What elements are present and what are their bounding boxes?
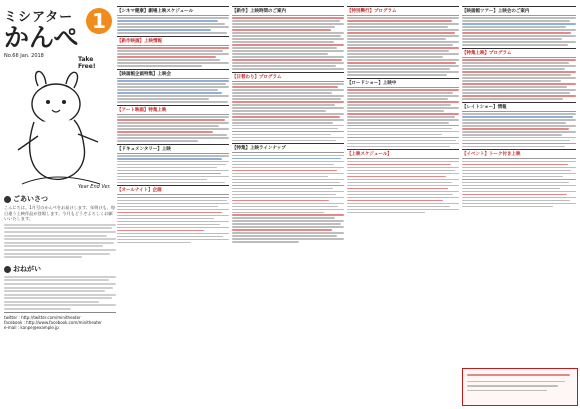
section-header: 【特集】上映ラインナップ [232,143,344,153]
mascot-illustration [8,66,106,186]
contact-links [4,312,116,330]
section-header: 【レイトショー】情報 [462,102,576,112]
schedule-column-4 [462,4,576,364]
bow-icon [4,266,11,273]
facebook-link[interactable]: facebook : http://www.facebook.com/minitheater [4,320,102,326]
smile-icon [4,196,11,203]
schedule-column-1 [117,4,229,405]
issue-badge: 1 [86,8,112,34]
section-header: 【映画館企画特集】上映会 [117,69,229,79]
bottom-ad-box [462,368,578,406]
section-header: 【新作】上映時間のご案内 [232,6,344,16]
section-header: 【イベント】トーク付き上映 [462,149,576,159]
masthead [4,6,114,70]
section-header: 【特別興行】プログラム [347,6,459,16]
section-header: 【ロードショー】上映中 [347,78,459,88]
section-header: 【ドキュメンタリー】上映 [117,144,229,154]
schedule-column-3 [347,4,459,405]
section-header: 【アート映画】特集上映 [117,105,229,115]
section-header: 【シネマ健康】劇場上映スケジュール [117,6,229,16]
section-header: 【映画館ツアー】上映会のご案内 [462,6,576,16]
section-header: 【上映スケジュール】 [347,149,459,159]
section-header: 【オールナイト】企画 [117,185,229,195]
greeting-body: こんにちは。1月号のかんぺをお届けします。年明けも、毎日違う上映作品が登場します。今月もどうぞよろしくお願いいたします。 [4,205,116,222]
twitter-link[interactable]: twitter : http://twitter.com/minitheater [4,315,81,321]
mail-link[interactable]: e-mail : kanpe@example.jp [4,325,59,331]
brand-small: ミシアター [4,10,74,25]
greeting-column [4,192,116,330]
section-header: 【日替わり】プログラム [232,72,344,82]
brand-title: かんぺ [4,23,79,52]
issue-line: No.66 Jan. 2018 [4,53,44,59]
greeting-heading: ごあいさつ [4,194,116,204]
edition-label: Year End Ver. [78,184,111,190]
section-header: 【特集上映】プログラム [462,48,576,58]
schedule-column-2 [232,4,344,405]
notice-heading: おねがい [4,264,116,274]
section-header: 【新作映画】上映情報 [117,36,229,46]
take-free-label: Take Free! [78,56,96,70]
